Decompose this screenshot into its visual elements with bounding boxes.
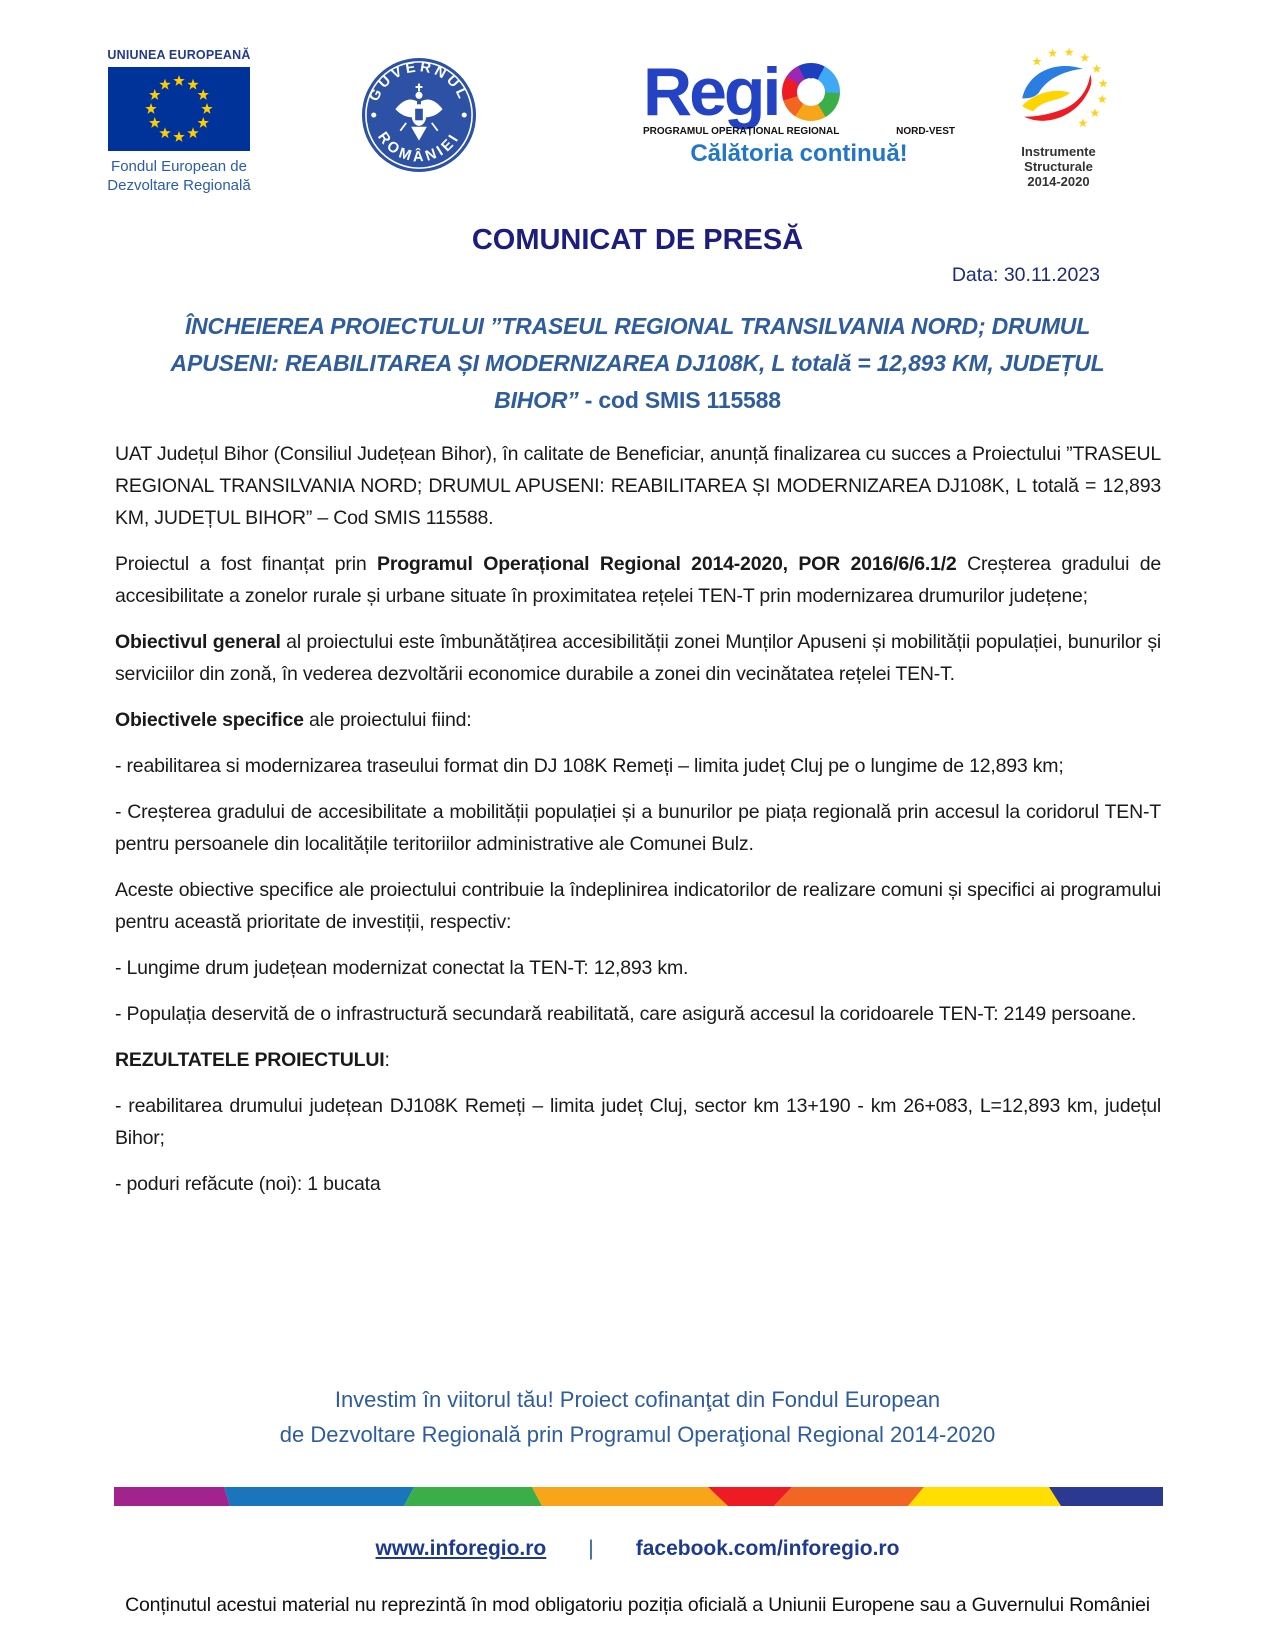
gov-seal-bottom-text: ROMÂNIEI	[374, 129, 464, 166]
gov-seal-top-text: GUVERNUL	[366, 59, 472, 105]
regio-tagline: Călătoria continuă!	[690, 140, 908, 167]
paragraph-specific-objectives-lead: Obiectivele specifice ale proiectului fiind:	[115, 709, 472, 731]
facebook-link[interactable]: facebook.com/inforegio.ro	[635, 1537, 900, 1560]
regio-program-label: PROGRAMUL OPERAȚIONAL REGIONAL	[643, 126, 840, 137]
structural-instruments-logo	[986, 45, 1131, 189]
regio-program-row	[643, 126, 955, 137]
list-item-population: - Populația deservită de o infrastructură secundară reabilitată, care asigură accesul la coridoarele TEN-T: 2149 persoane.	[115, 1003, 1137, 1025]
result-item-bridges: - poduri refăcute (noi): 1 bucata	[115, 1173, 381, 1195]
eu-flag-icon	[108, 67, 250, 151]
structural-label-line2: 2014-2020	[1027, 174, 1090, 189]
link-separator: |	[588, 1537, 594, 1560]
result-item-road: - reabilitarea drumului județean DJ108K Remeți – limita județ Cluj, sector km 13+190 - km 26+083, L=12,893 km, județul Bihor;	[115, 1095, 1161, 1149]
results-heading: REZULTATELE PROIECTULUI:	[115, 1049, 390, 1071]
regio-logo	[643, 54, 961, 168]
body-text	[115, 438, 1161, 1214]
list-item-road-length: - Lungime drum județean modernizat conectat la TEN-T: 12,893 km.	[115, 957, 689, 979]
paragraph-general-objective: Obiectivul general al proiectului este îmbunătățirea accesibilității zonei Munților Apuseni și mobilității populației, bunurilor și serviciilor din zonă, în vederea dezvoltării economice durabile a zonei din vecinătatea rețelei TEN-T.	[115, 631, 1161, 685]
eu-logo-title: UNIUNEA EUROPEANĂ	[107, 48, 251, 62]
regio-region-label: NORD-VEST	[896, 126, 955, 137]
list-item-rehabilitation: - reabilitarea si modernizarea traseului format din DJ 108K Remeți – limita județ Cluj pe o lungime de 12,893 km;	[115, 755, 1064, 777]
regio-wordmark: Regi	[643, 54, 779, 130]
paragraph-indicators: Aceste obiective specifice ale proiectului contribuie la îndeplinirea indicatorilor de realizare comuni și specifici ai programului pentru această prioritate de investiții, respectiv:	[115, 879, 1161, 933]
government-seal-icon	[360, 56, 478, 174]
regio-wheel-notch	[802, 67, 820, 79]
inforegio-link[interactable]: www.inforegio.ro	[375, 1537, 547, 1560]
investment-slogan	[0, 1382, 1275, 1452]
project-heading-line1: ÎNCHEIEREA PROIECTULUI ”TRASEUL REGIONAL TRANSILVANIA NORD; DRUMUL	[184, 313, 1091, 339]
government-logo	[360, 56, 478, 179]
investment-slogan-line2: de Dezvoltare Regională prin Programul Operaţional Regional 2014-2020	[279, 1422, 996, 1447]
paragraph-financing: Proiectul a fost finanțat prin Programul Operațional Regional 2014-2020, POR 2016/6/6.1/2 Creșterea gradului de accesibilitate a zonelor rurale și urbane situate în proximitatea rețelei TEN-T prin modernizarea drumurilor județene;	[115, 553, 1162, 607]
structural-funds-swoosh-icon	[989, 45, 1129, 137]
regio-color-wheel-icon	[782, 63, 840, 121]
regio-wordmark-row	[643, 54, 961, 130]
page-title: COMUNICAT DE PRESĂ	[471, 224, 804, 256]
structural-label-line1: Instrumente Structurale	[1021, 144, 1096, 174]
eu-logo-subtitle: Fondul European de Dezvoltare Regională	[107, 158, 251, 194]
project-heading-line2: APUSENI: REABILITAREA ȘI MODERNIZAREA DJ108K, L totală = 12,893 KM, JUDEȚUL	[170, 350, 1105, 376]
rainbow-divider-bar	[114, 1487, 1163, 1506]
project-heading-line3: BIHOR” - cod SMIS 115588	[494, 387, 781, 413]
eu-logo	[100, 48, 258, 195]
date-line: Data: 30.11.2023	[951, 264, 1100, 286]
paragraph-intro: UAT Județul Bihor (Consiliul Județean Bihor), în calitate de Beneficiar, anunță finalizarea cu succes a Proiectului ”TRASEUL REGIONAL TRANSILVANIA NORD; DRUMUL APUSENI: REABILITAREA ȘI MODERNIZAREA DJ108K, L totală = 12,893 KM, JUDEȚUL BIHOR” – Cod SMIS 115588.	[115, 443, 1161, 529]
disclaimer-text: Conținutul acestui material nu reprezintă în mod obligatoriu poziția oficială a Uniunii Europene sau a Guvernului României	[125, 1594, 1150, 1616]
list-item-accessibility: - Creșterea gradului de accesibilitate a mobilității populației și a bunurilor pe piața regională prin accesul la coridorul TEN-T pentru persoanele din localitățile teritoriilor administrative ale Comunei Bulz.	[115, 801, 1161, 855]
project-heading	[85, 308, 1190, 419]
investment-slogan-line1: Investim în viitorul tău! Proiect cofinanţat din Fondul European	[334, 1387, 941, 1412]
footer-links	[0, 1537, 1275, 1561]
